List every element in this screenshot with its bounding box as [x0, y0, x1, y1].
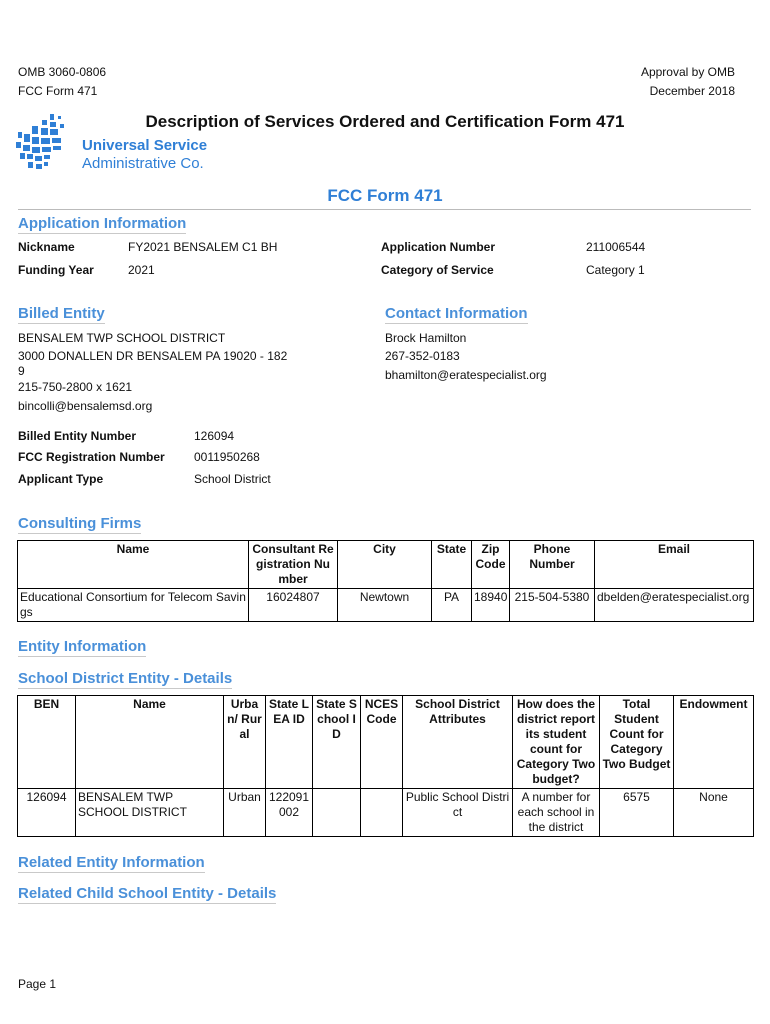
entity-ben: 126094 — [18, 789, 76, 837]
school-district-heading: School District Entity - Details — [18, 670, 233, 687]
omb-number: OMB 3060-0806 — [18, 65, 107, 79]
page-number: Page 1 — [18, 977, 57, 991]
col-state-school-id: State School ID — [313, 696, 361, 789]
col-phone: Phone Number — [510, 541, 595, 589]
fcc-reg-value: 0011950268 — [194, 450, 260, 464]
related-child-heading: Related Child School Entity - Details — [18, 885, 277, 902]
entity-nces — [361, 789, 403, 837]
fcc-reg-label: FCC Registration Number — [18, 450, 165, 464]
col-email: Email — [595, 541, 754, 589]
contact-heading: Contact Information — [385, 305, 528, 322]
consultant-name: Educational Consortium for Telecom Savings — [18, 589, 249, 622]
entity-endowment: None — [674, 789, 754, 837]
consulting-heading: Consulting Firms — [18, 515, 142, 532]
app-number-value: 211006544 — [586, 240, 646, 254]
form-number: FCC Form 471 — [18, 84, 98, 98]
col-zip: Zip Code — [472, 541, 510, 589]
related-entity-heading: Related Entity Information — [18, 854, 205, 871]
applicant-type-label: Applicant Type — [18, 472, 104, 486]
applicant-type-value: School District — [194, 472, 271, 486]
category-value: Category 1 — [586, 263, 645, 277]
col-entity-name: Name — [76, 696, 224, 789]
col-consultant-reg: Consultant Registration Number — [249, 541, 338, 589]
contact-email: bhamilton@eratespecialist.org — [385, 368, 547, 382]
entity-lea-id: 122091002 — [266, 789, 313, 837]
consultant-email: dbelden@eratespecialist.org — [595, 589, 754, 622]
entity-count-method: A number for each school in the district — [513, 789, 600, 837]
contact-name: Brock Hamilton — [385, 331, 467, 345]
consulting-header-row — [18, 541, 754, 589]
consultant-city: Newtown — [338, 589, 432, 622]
entity-attributes: Public School District — [403, 789, 513, 837]
nickname-label: Nickname — [18, 240, 75, 254]
col-count-method: How does the district report its student count for Category Two budget? — [513, 696, 600, 789]
billed-entity-phone: 215-750-2800 x 1621 — [18, 380, 133, 394]
contact-phone: 267-352-0183 — [385, 349, 460, 363]
entity-urban: Urban — [224, 789, 266, 837]
ben-label: Billed Entity Number — [18, 429, 137, 443]
school-district-table — [17, 695, 754, 837]
col-total-count: Total Student Count for Category Two Budget — [600, 696, 674, 789]
entity-header-row — [18, 696, 754, 789]
consultant-phone: 215-504-5380 — [510, 589, 595, 622]
col-ben: BEN — [18, 696, 76, 789]
col-urban-rural: Urban/ Rural — [224, 696, 266, 789]
entity-name: BENSALEM TWP SCHOOL DISTRICT — [76, 789, 224, 837]
col-endowment: Endowment — [674, 696, 754, 789]
logo-line1: Universal Service — [82, 137, 208, 154]
entity-total-count: 6575 — [600, 789, 674, 837]
approval-date: December 2018 — [649, 84, 735, 98]
ben-value: 126094 — [194, 429, 235, 443]
billed-entity-address2: 9 — [18, 364, 25, 378]
col-state: State — [432, 541, 472, 589]
funding-year-value: 2021 — [128, 263, 155, 277]
billed-entity-heading: Billed Entity — [18, 305, 105, 322]
col-nces-code: NCES Code — [361, 696, 403, 789]
application-heading: Application Information — [18, 215, 187, 232]
approval-text: Approval by OMB — [640, 65, 735, 79]
app-number-label: Application Number — [381, 240, 496, 254]
funding-year-label: Funding Year — [18, 263, 94, 277]
entity-heading: Entity Information — [18, 638, 147, 655]
nickname-value: FY2021 BENSALEM C1 BH — [128, 240, 278, 254]
entity-school-id — [313, 789, 361, 837]
form-subtitle: FCC Form 471 — [327, 186, 443, 205]
consultant-zip: 18940 — [472, 589, 510, 622]
consulting-table — [17, 540, 754, 622]
page-title: Description of Services Ordered and Certification Form 471 — [145, 112, 625, 131]
table-row — [18, 589, 754, 622]
consultant-reg: 16024807 — [249, 589, 338, 622]
subtitle-rule — [18, 209, 751, 210]
consultant-state: PA — [432, 589, 472, 622]
col-state-lea-id: State LEA ID — [266, 696, 313, 789]
logo-line2: Administrative Co. — [82, 155, 204, 172]
col-name: Name — [18, 541, 249, 589]
col-city: City — [338, 541, 432, 589]
billed-entity-name: BENSALEM TWP SCHOOL DISTRICT — [18, 331, 226, 345]
category-label: Category of Service — [381, 263, 494, 277]
table-row — [18, 789, 754, 837]
billed-entity-address1: 3000 DONALLEN DR BENSALEM PA 19020 - 182 — [18, 349, 288, 363]
col-attributes: School District Attributes — [403, 696, 513, 789]
billed-entity-email: bincolli@bensalemsd.org — [18, 399, 153, 413]
